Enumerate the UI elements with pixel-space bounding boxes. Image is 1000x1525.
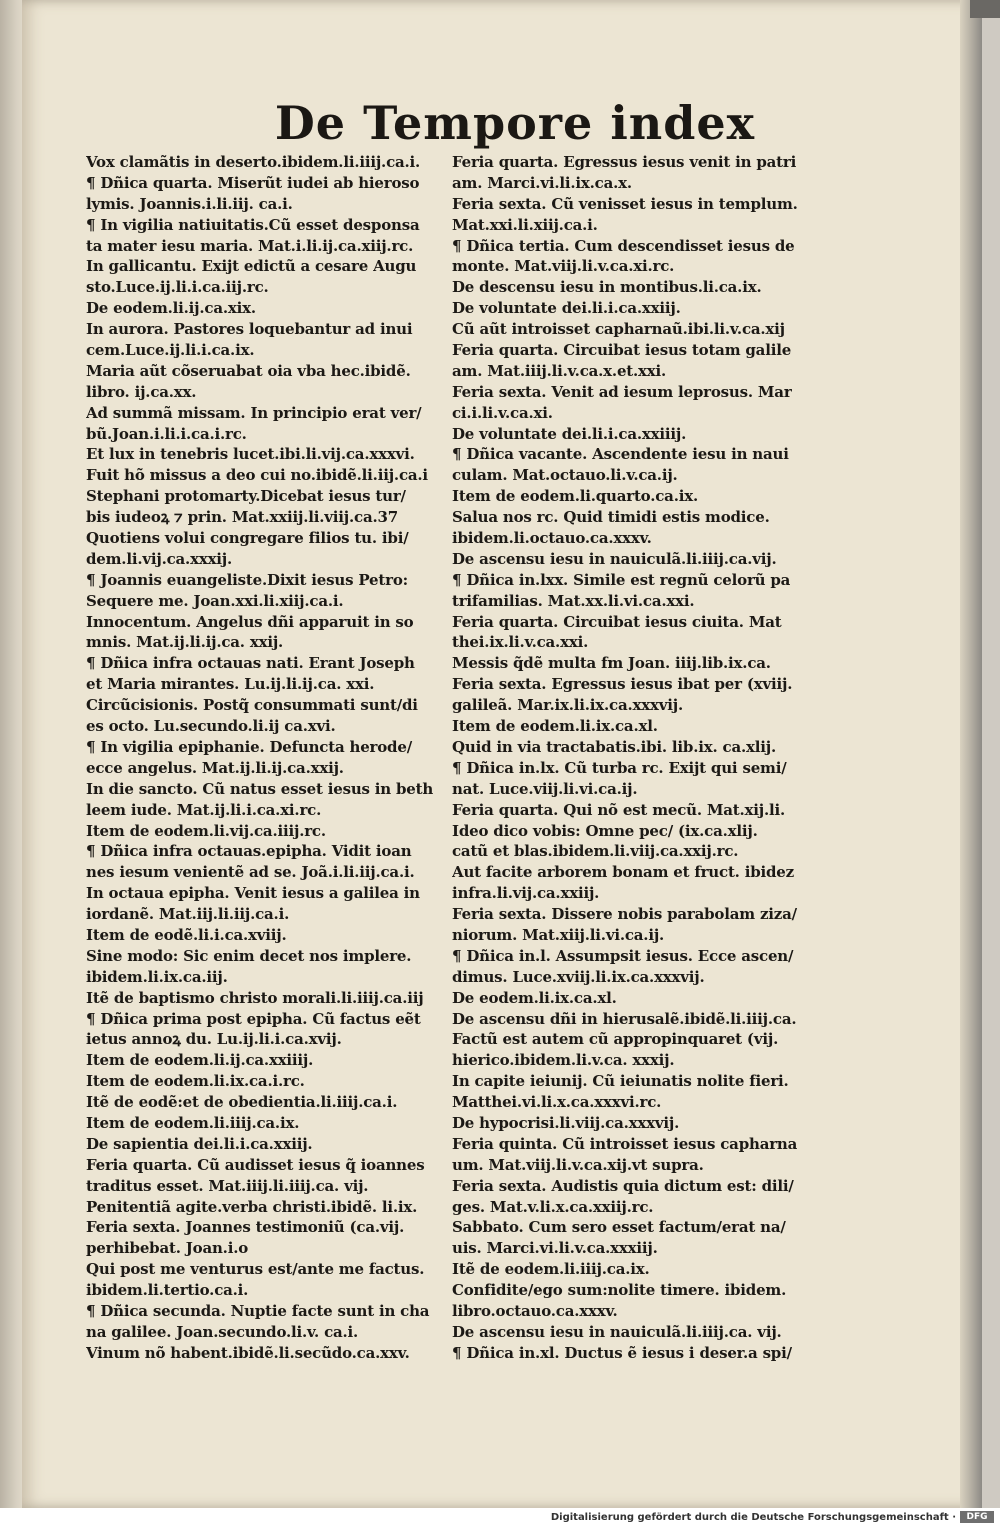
index-line: Penitentiã agite.verba christi.ibidẽ. li.ix.	[86, 1197, 418, 1216]
left-column	[86, 152, 446, 1364]
index-line: ¶ Joannis euangeliste.Dixit iesus Petro:	[86, 570, 408, 589]
footer-bar	[0, 1508, 1000, 1525]
index-line: mnis. Mat.ij.li.ij.ca. xxij.	[86, 633, 284, 652]
index-line: hierico.ibidem.li.v.ca. xxxij.	[452, 1051, 675, 1070]
index-line: Ideo dico vobis: Omne pec/ (ix.ca.xlij.	[452, 821, 758, 840]
index-line: niorum. Mat.xiij.li.vi.ca.ij.	[452, 925, 665, 944]
index-line: Feria sexta. Audistis quia dictum est: dili/	[452, 1176, 794, 1195]
index-line: Mat.xxi.li.xiij.ca.i.	[452, 215, 598, 234]
index-line: dem.li.vij.ca.xxxij.	[86, 549, 233, 568]
index-line: Confidite/ego sum:nolite timere. ibidem.	[452, 1281, 787, 1300]
index-line: Sequere me. Joan.xxi.li.xiij.ca.i.	[86, 591, 344, 610]
index-line: In capite ieiunij. Cũ ieiunatis nolite fieri.	[452, 1072, 789, 1091]
index-line: Matthei.vi.li.x.ca.xxxvi.rc.	[452, 1093, 662, 1112]
index-line: Feria sexta. Dissere nobis parabolam ziza/	[452, 905, 797, 924]
index-line: Messis q̃dẽ multa fm Joan. iiij.lib.ix.ca.	[452, 654, 771, 673]
index-line: De eodem.li.ij.ca.xix.	[86, 299, 256, 318]
index-line: ietus annoꝝ du. Lu.ij.li.i.ca.xvij.	[86, 1030, 342, 1049]
index-line: libro.octauo.ca.xxxv.	[452, 1301, 618, 1320]
index-line: Ad summã missam. In principio erat ver/	[86, 403, 422, 422]
index-line: De ascensu iesu in nauiculã.li.iiij.ca. vij.	[452, 1322, 782, 1341]
index-line: Feria quarta. Circuibat iesus ciuita. Mat	[452, 612, 782, 631]
index-line: Vinum nõ habent.ibidẽ.li.secũdo.ca.xxv.	[86, 1343, 410, 1362]
index-line: libro. ij.ca.xx.	[86, 382, 197, 401]
index-line: In aurora. Pastores loquebantur ad inui	[86, 320, 413, 339]
index-line: perhibebat. Joan.i.o	[86, 1239, 249, 1258]
index-line: ibidem.li.octauo.ca.xxxv.	[452, 529, 652, 548]
index-line: De ascensu dñi in hierusalẽ.ibidẽ.li.iiij.ca.	[452, 1009, 797, 1028]
index-line: Feria sexta. Venit ad iesum leprosus. Mar	[452, 382, 792, 401]
index-line: Quotiens volui congregare filios tu. ibi/	[86, 529, 409, 548]
index-line: ges. Mat.v.li.x.ca.xxiij.rc.	[452, 1197, 654, 1216]
index-line: sto.Luce.ij.li.i.ca.iij.rc.	[86, 278, 269, 297]
dfg-logo: DFG	[960, 1511, 994, 1523]
index-line: Feria quarta. Cũ audisset iesus q̃ ioannes	[86, 1155, 425, 1174]
index-line: De eodem.li.ix.ca.xl.	[452, 988, 617, 1007]
index-line: traditus esset. Mat.iiij.li.iiij.ca. vij.	[86, 1176, 369, 1195]
index-line: ¶ Dñica in.xl. Ductus ẽ iesus i deser.a spi/	[452, 1343, 792, 1362]
index-line: galileã. Mar.ix.li.ix.ca.xxxvij.	[452, 696, 683, 715]
index-line: De descensu iesu in montibus.li.ca.ix.	[452, 278, 762, 297]
index-line: Itẽ de baptismo christo morali.li.iiij.ca.iij	[86, 988, 424, 1007]
index-line: Salua nos rc. Quid timidi estis modice.	[452, 508, 770, 527]
index-line: Aut facite arborem bonam et fruct. ibidez	[452, 863, 794, 882]
index-line: ¶ In vigilia natiuitatis.Cũ esset desponsa	[86, 215, 420, 234]
index-line: nat. Luce.viij.li.vi.ca.ij.	[452, 779, 638, 798]
index-line: ¶ Dñica infra octauas nati. Erant Joseph	[86, 654, 415, 673]
index-line: ¶ Dñica secunda. Nuptie facte sunt in cha	[86, 1301, 430, 1320]
index-line: infra.li.vij.ca.xxiij.	[452, 884, 600, 903]
index-line: Stephani protomarty.Dicebat iesus tur/	[86, 487, 406, 506]
index-line: ecce angelus. Mat.ij.li.ij.ca.xxij.	[86, 758, 344, 777]
index-line: De sapientia dei.li.i.ca.xxiij.	[86, 1134, 313, 1153]
index-line: De hypocrisi.li.viij.ca.xxxvij.	[452, 1113, 680, 1132]
index-line: iordanẽ. Mat.iij.li.iij.ca.i.	[86, 905, 290, 924]
index-line: Feria quarta. Qui nõ est mecũ. Mat.xij.li.	[452, 800, 786, 819]
funding-notice: Digitalisierung gefördert durch die Deutsche Forschungsgemeinschaft ·	[550, 1512, 956, 1523]
index-line: ¶ Dñica quarta. Miserũt iudei ab hieroso	[86, 173, 420, 192]
index-line: et Maria mirantes. Lu.ij.li.ij.ca. xxi.	[86, 675, 375, 694]
index-line: De voluntate dei.li.i.ca.xxiij.	[452, 299, 681, 318]
index-line: Item de eodem.li.ix.ca.xl.	[452, 717, 658, 736]
index-line: Item de eodem.li.vij.ca.iiij.rc.	[86, 821, 326, 840]
index-line: Feria quinta. Cũ introisset iesus capharna	[452, 1134, 798, 1153]
page-heading: De Tempore index	[274, 96, 756, 150]
index-line: Factũ est autem cũ appropinquaret (vij.	[452, 1030, 779, 1049]
index-line: Itẽ de eodẽ:et de obedientia.li.iiij.ca.i.	[86, 1093, 398, 1112]
index-line: uis. Marci.vi.li.v.ca.xxxiij.	[452, 1239, 658, 1258]
index-line: In octaua epipha. Venit iesus a galilea in	[86, 884, 420, 903]
index-line: catũ et blas.ibidem.li.viij.ca.xxij.rc.	[452, 842, 739, 861]
index-line: Item de eodem.li.ij.ca.xxiiij.	[86, 1051, 314, 1070]
index-line: Sabbato. Cum sero esset factum/erat na/	[452, 1218, 786, 1237]
index-line: Cũ aũt introisset capharnaũ.ibi.li.v.ca.xij	[452, 320, 785, 339]
scan-corner-tab	[970, 0, 1000, 18]
index-line: In die sancto. Cũ natus esset iesus in beth	[86, 779, 434, 798]
index-line: ibidem.li.ix.ca.iij.	[86, 967, 228, 986]
index-line: De voluntate dei.li.i.ca.xxiiij.	[452, 424, 687, 443]
index-line: ¶ Dñica in.lxx. Simile est regnũ celorũ pa	[452, 570, 791, 589]
index-line: Feria sexta. Joannes testimoniũ (ca.vij.	[86, 1218, 405, 1237]
index-line: Feria quarta. Circuibat iesus totam galile	[452, 341, 792, 360]
index-line: bis iudeoꝝ ⁊ prin. Mat.xxiij.li.viij.ca.37	[86, 508, 398, 527]
index-line: Maria aũt cõseruabat oia vba hec.ibidẽ.	[86, 361, 411, 380]
index-line: dimus. Luce.xviij.li.ix.ca.xxxvij.	[452, 967, 705, 986]
index-line: um. Mat.viij.li.v.ca.xij.vt supra.	[452, 1155, 704, 1174]
index-line: Vox clamãtis in deserto.ibidem.li.iiij.ca.i.	[86, 153, 421, 171]
index-line: Fuit hõ missus a deo cui no.ibidẽ.li.iij.ca.i	[86, 466, 428, 485]
index-line: Itẽ de eodem.li.iiij.ca.ix.	[452, 1260, 650, 1279]
index-line: am. Marci.vi.li.ix.ca.x.	[452, 173, 632, 192]
index-line: es octo. Lu.secundo.li.ij ca.xvi.	[86, 717, 336, 736]
index-line: trifamilias. Mat.xx.li.vi.ca.xxi.	[452, 591, 695, 610]
index-line: ibidem.li.tertio.ca.i.	[86, 1281, 249, 1300]
index-line: ci.i.li.v.ca.xi.	[452, 403, 553, 422]
index-line: ¶ Dñica infra octauas.epipha. Vidit ioan	[86, 842, 412, 861]
index-line: monte. Mat.viij.li.v.ca.xi.rc.	[452, 257, 675, 276]
index-line: ¶ Dñica tertia. Cum descendisset iesus de	[452, 236, 795, 255]
index-line: Feria sexta. Cũ venisset iesus in templum.	[452, 194, 798, 213]
index-line: Qui post me venturus est/ante me factus.	[86, 1260, 425, 1279]
index-line: De ascensu iesu in nauiculã.li.iiij.ca.vij.	[452, 549, 777, 568]
index-line: culam. Mat.octauo.li.v.ca.ij.	[452, 466, 678, 485]
index-line: ¶ Dñica in.l. Assumpsit iesus. Ecce ascen/	[452, 946, 794, 965]
index-line: na galilee. Joan.secundo.li.v. ca.i.	[86, 1322, 359, 1341]
index-line: Feria quarta. Egressus iesus venit in patri	[452, 153, 797, 171]
page-edge	[960, 0, 982, 1508]
index-line: am. Mat.iiij.li.v.ca.x.et.xxi.	[452, 361, 667, 380]
index-line: Feria sexta. Egressus iesus ibat per (xviij.	[452, 675, 793, 694]
index-line: Sine modo: Sic enim decet nos implere.	[86, 946, 412, 965]
index-line: ¶ Dñica prima post epipha. Cũ factus eẽt	[86, 1009, 421, 1028]
index-line: Et lux in tenebris lucet.ibi.li.vij.ca.xxxvi.	[86, 445, 415, 464]
index-line: Quid in via tractabatis.ibi. lib.ix. ca.xlij.	[452, 737, 776, 756]
index-line: Item de eodem.li.iiij.ca.ix.	[86, 1113, 300, 1132]
index-line: In gallicantu. Exijt edictũ a cesare Augu	[86, 257, 417, 276]
index-line: Innocentum. Angelus dñi apparuit in so	[86, 612, 414, 631]
right-column	[452, 152, 802, 1364]
index-line: nes iesum venientẽ ad se. Joã.i.li.iij.ca.i.	[86, 863, 415, 882]
index-line: bũ.Joan.i.li.i.ca.i.rc.	[86, 424, 247, 443]
index-line: leem iude. Mat.ij.li.i.ca.xi.rc.	[86, 800, 322, 819]
index-line: Item de eodem.li.quarto.ca.ix.	[452, 487, 698, 506]
index-line: ¶ Dñica vacante. Ascendente iesu in naui	[452, 445, 789, 464]
index-line: lymis. Joannis.i.li.iij. ca.i.	[86, 194, 293, 213]
index-line: ta mater iesu maria. Mat.i.li.ij.ca.xiij.rc.	[86, 236, 414, 255]
index-line: ¶ Dñica in.lx. Cũ turba rc. Exijt qui semi/	[452, 758, 787, 777]
index-line: ¶ In vigilia epiphanie. Defuncta herode/	[86, 737, 412, 756]
index-line: thei.ix.li.v.ca.xxi.	[452, 633, 589, 652]
index-line: Circũcisionis. Postq̃ consummati sunt/di	[86, 696, 418, 715]
index-line: Item de eodẽ.li.i.ca.xviij.	[86, 925, 287, 944]
index-line: Item de eodem.li.ix.ca.i.rc.	[86, 1072, 305, 1091]
index-line: cem.Luce.ij.li.i.ca.ix.	[86, 341, 255, 360]
